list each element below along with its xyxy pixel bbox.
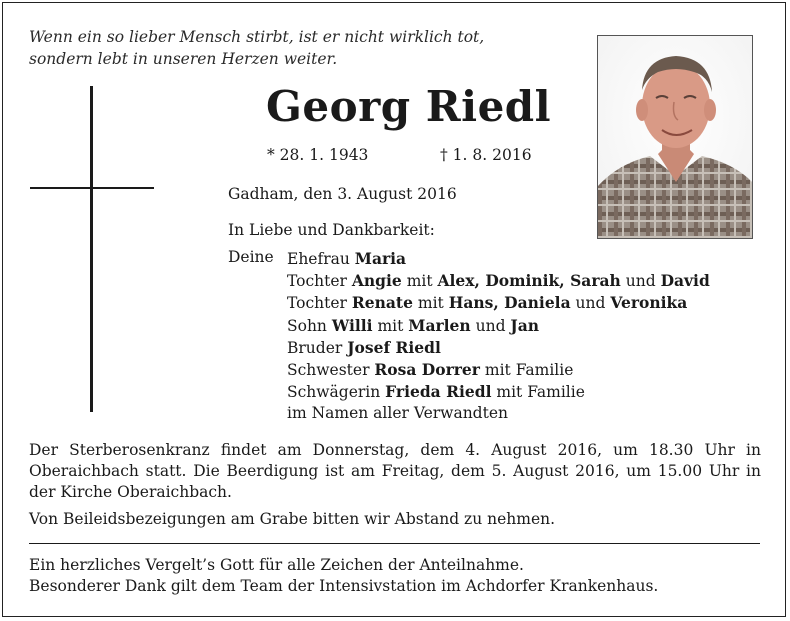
mourners-list: [287, 248, 710, 425]
mourner-name: Maria: [354, 249, 407, 268]
mourner-text: Tochter: [287, 294, 352, 313]
mourner-text: Bruder: [287, 338, 348, 357]
mourner-text: und: [470, 316, 511, 335]
mourner-name: Veronika: [610, 293, 688, 313]
quote-line-2: sondern lebt in unseren Herzen weiter.: [29, 50, 338, 68]
portrait-photo: [597, 35, 753, 239]
mourner-line: [287, 337, 710, 359]
deceased-name: Georg Riedl: [266, 82, 552, 131]
memorial-quote: [29, 26, 484, 70]
cross-icon-bar: [30, 187, 154, 189]
place-date: Gadham, den 3. August 2016: [228, 185, 457, 203]
mourner-name: Josef Riedl: [347, 337, 441, 357]
mourners-lead: Deine: [228, 248, 274, 266]
mourner-text: Tochter: [287, 272, 352, 291]
thanks-line-2: Besonderer Dank gilt dem Team der Intensivstation im Achdorfer Krankenhaus.: [29, 577, 659, 595]
mourner-line: [287, 315, 710, 337]
mourner-name: Rosa Dorrer: [374, 360, 480, 380]
death-date: † 1. 8. 2016: [440, 146, 532, 164]
thanks-line-1: Ein herzliches Vergelt’s Gott für alle Zeichen der Anteilnahme.: [29, 556, 524, 574]
mourner-line: [287, 270, 710, 292]
mourner-text: Schwester: [287, 361, 375, 380]
mourner-name: Alex, Dominik, Sarah: [437, 271, 621, 291]
mourner-name: Willi: [331, 315, 373, 335]
mourner-text: mit Familie: [491, 383, 585, 402]
mourner-name: Frieda Riedl: [385, 382, 492, 402]
mourner-name: Angie: [351, 271, 402, 291]
portrait-image: [598, 36, 753, 239]
mourner-text: Schwägerin: [287, 383, 386, 402]
cross-icon: [90, 86, 93, 412]
mourner-name: Renate: [351, 293, 413, 313]
birth-date: * 28. 1. 1943: [267, 146, 369, 164]
thanks-section: [29, 555, 658, 597]
mourner-text: mit: [401, 272, 438, 291]
mourner-text: im Namen aller Verwandten: [287, 404, 508, 423]
quote-line-1: Wenn ein so lieber Mensch stirbt, ist er nicht wirklich tot,: [29, 28, 485, 46]
mourner-text: und: [570, 294, 611, 313]
mourner-text: und: [620, 272, 661, 291]
mourner-name: Hans, Daniela: [448, 293, 571, 313]
divider: [29, 543, 760, 544]
mourner-line: [287, 403, 710, 424]
mourner-line: [287, 292, 710, 314]
mourner-line: [287, 359, 710, 381]
mourner-line: [287, 381, 710, 403]
mourner-text: mit Familie: [479, 361, 574, 380]
mourner-line: [287, 248, 710, 270]
mourner-text: mit: [412, 294, 449, 313]
mourner-name: Jan: [510, 315, 540, 335]
mourner-text: Sohn: [287, 316, 332, 335]
mourner-name: Marlen: [408, 315, 471, 335]
mourner-text: mit: [372, 316, 409, 335]
mourner-name: David: [660, 271, 710, 291]
mourner-text: Ehefrau: [287, 250, 355, 268]
funeral-notice: Der Sterberosenkranz findet am Donnerstag, dem 4. August 2016, um 18.30 Uhr in Oberaichbach statt. Die Beerdigung ist am Freitag, dem 5. August 2016, um 15.00 Uhr in der Kirche Oberaichbach.: [29, 441, 761, 501]
condolence-request: Von Beileidsbezeigungen am Grabe bitten wir Abstand zu nehmen.: [29, 510, 556, 528]
dedication-intro: In Liebe und Dankbarkeit:: [228, 221, 435, 239]
